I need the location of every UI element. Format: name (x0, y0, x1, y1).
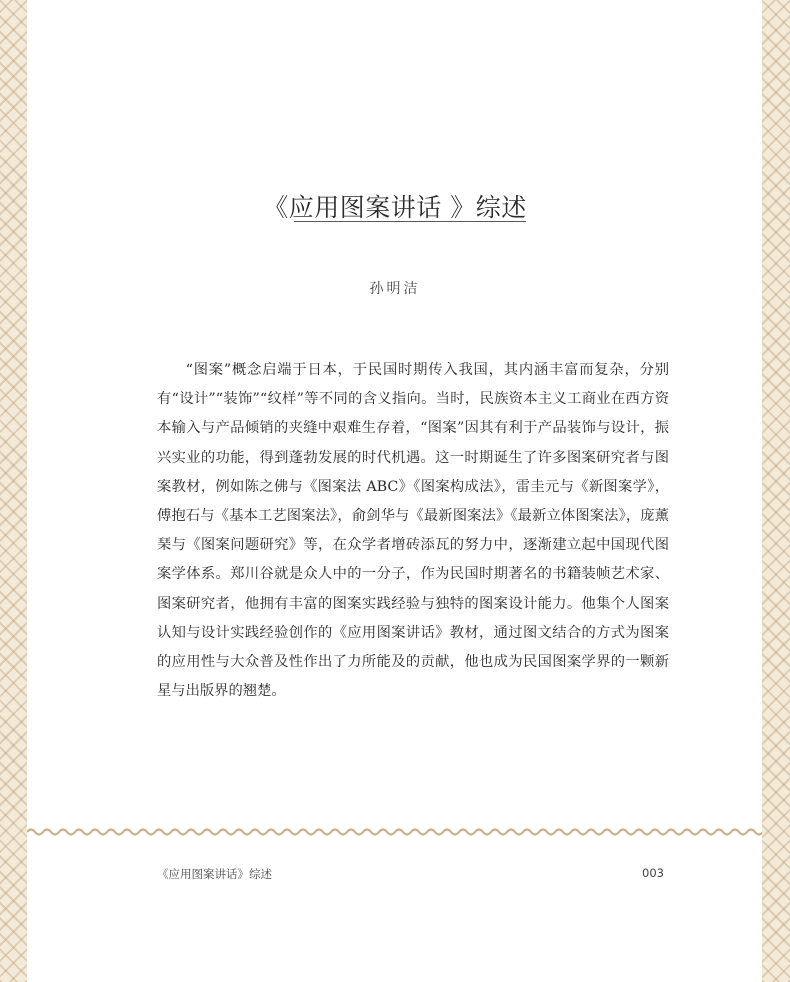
footer-running-title: 《应用图案讲话》综述 (157, 867, 272, 881)
wave-divider (27, 826, 762, 838)
body-text (157, 356, 669, 706)
right-decorative-border (762, 0, 790, 982)
body-paragraph: “图案”概念启端于日本，于民国时期传入我国，其内涵丰富而复杂，分别有“设计”“装饰”“纹样”等不同的含义指向。当时，民族资本主义工商业在西方资本输入与产品倾销的夹缝中艰难生存着，“图案”因其有利于产品装饰与设计，振兴实业的功能，得到蓬勃发展的时代机遇。这一时期诞生了许多图案研究者与图案教材，例如陈之佛与《图案法 ABC》《图案构成法》，雷圭元与《新图案学》，傅抱石与《基本工艺图案法》，俞剑华与《最新图案法》《最新立体图案法》，庞薰琹与《图案问题研究》等，在众学者增砖添瓦的努力中，逐渐建立起中国现代图案学体系。郑川谷就是众人中的一分子，作为民国时期著名的书籍装帧艺术家、图案研究者，他拥有丰富的图案实践经验与独特的图案设计能力。他集个人图案认知与设计实践经验创作的《应用图案讲话》教材，通过图文结合的方式为图案的应用性与大众普及性作出了力所能及的贡献，他也成为民国图案学界的一颗新星与出版界的翘楚。 (157, 362, 669, 700)
title-underline (294, 221, 526, 222)
page-number: 003 (642, 866, 664, 880)
author-name: 孙明洁 (369, 281, 421, 297)
left-decorative-border (0, 0, 27, 982)
document-title: 《应用图案讲话 》综述 (263, 193, 527, 222)
